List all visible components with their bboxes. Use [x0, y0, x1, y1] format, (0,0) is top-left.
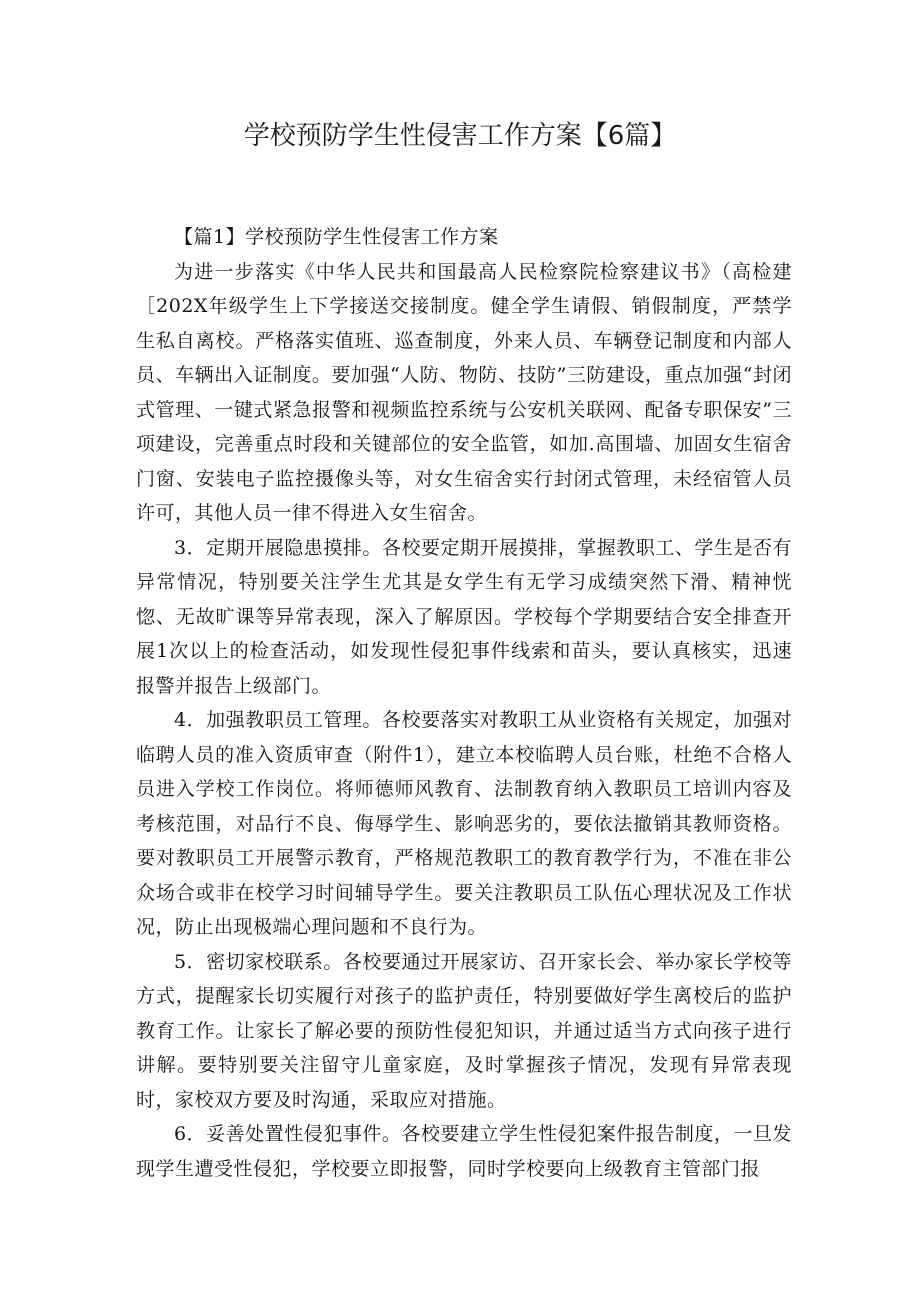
paragraph-item-3: 3．定期开展隐患摸排。各校要定期开展摸排，掌握教职工、学生是否有异常情况，特别要关注学生尤其是女学生有无学习成绩突然下滑、精神恍惚、无故旷课等异常表现，深入了解原因。学校每个学期要结合安全排查开展1次以上的检查活动，如发现性侵犯事件线索和苗头，要认真核实，迅速报警并报告上级部门。 [136, 536, 792, 697]
paragraph-item-6: 6．妥善处置性侵犯事件。各校要建立学生性侵犯案件报告制度，一旦发现学生遭受性侵犯，学校要立即报警，同时学校要向上级教育主管部门报 [136, 1123, 792, 1180]
paragraph-item-5: 5．密切家校联系。各校要通过开展家访、召开家长会、举办家长学校等方式，提醒家长切实履行对孩子的监护责任，特别要做好学生离校后的监护教育工作。让家长了解必要的预防性侵犯知识，并通过适当方式向孩子进行讲解。要特别要关注留守儿童家庭，及时掌握孩子情况，发现有异常表现时，家校双方要及时沟通，采取应对措施。 [136, 950, 792, 1111]
document-body [136, 220, 792, 1186]
paragraph-item-4: 4．加强教职员工管理。各校要落实对教职工从业资格有关规定，加强对临聘人员的准入资质审查（附件1），建立本校临聘人员台账，杜绝不合格人员进入学校工作岗位。将师德师风教育、法制教育纳入教职员工培训内容及考核范围，对品行不良、侮辱学生、影响恶劣的，要依法撤销其教师资格。要对教职员工开展警示教育，严格规范教职工的教育教学行为，不准在非公众场合或非在校学习时间辅导学生。要关注教职员工队伍心理状况及工作状况，防止出现极端心理问题和不良行为。 [136, 709, 792, 938]
paragraph-intro: 为进一步落实《中华人民共和国最高人民检察院检察建议书》（高检建［202X年级学生上下学接送交接制度。健全学生请假、销假制度，严禁学生私自离校。严格落实值班、巡查制度，外来人员、车辆登记制度和内部人员、车辆出入证制度。要加强“人防、物防、技防”三防建设，重点加强“封闭式管理、一键式紧急报警和视频监控系统与公安机关联网、配备专职保安”三项建设，完善重点时段和关键部位的安全监管，如加.高围墙、加固女生宿舍门窗、安装电子监控摄像头等，对女生宿舍实行封闭式管理，未经宿管人员许可，其他人员一律不得进入女生宿舍。 [136, 260, 792, 524]
section-heading: 【篇1】学校预防学生性侵害工作方案 [174, 226, 499, 248]
document-title: 学校预防学生性侵害工作方案【6篇】 [243, 121, 677, 151]
